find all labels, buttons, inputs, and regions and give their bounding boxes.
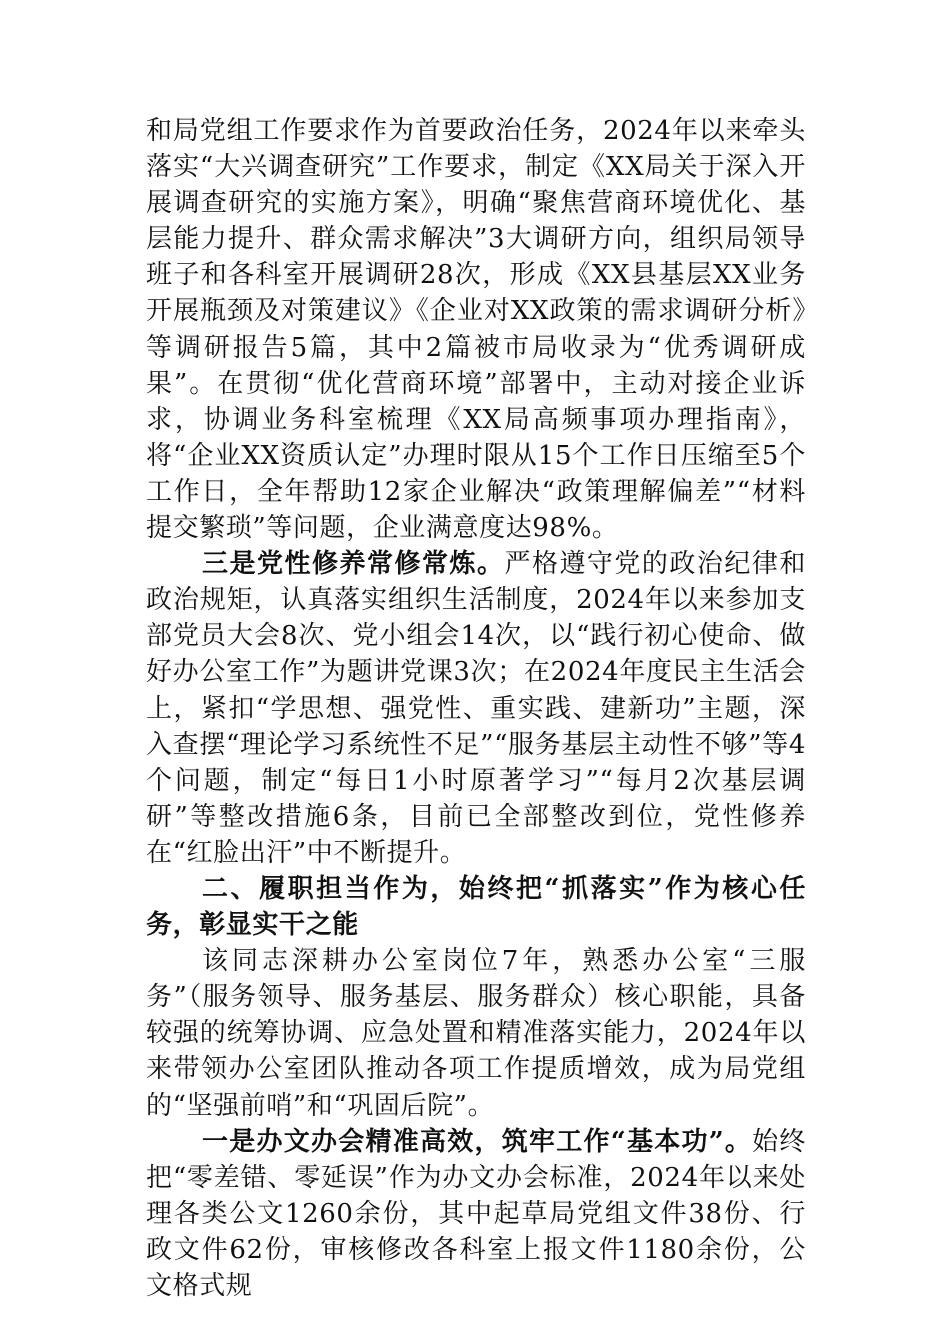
paragraph-text: 严格遵守党的政治纪律和政治规矩，认真落实组织生活制度，2024年以来参加支部党员大会8次、党小组会14次，以“践行初心使命、做好办公室工作”为题讲党课3次；在2024年度民主生活会上，紧扣“学思想、强党性、重实践、建新功”主题，深入查摆“理论学习系统性不足”“服务基层主动性不够”等4个问题，制定“每日1小时原著学习”“每月2次基层调研”等整改措施6条，目前已全部整改到位，党性修养在“红脸出汗”中不断提升。 [146,549,806,868]
paragraph-text: 该同志深耕办公室岗位7年，熟悉办公室“三服务”（服务领导、服务基层、服务群众）核心职能，具备较强的统筹协调、应急处置和精准落实能力，2024年以来带领办公室团队推动各项工作提质增效，成为局党组的“坚强前哨”和“巩固后院”。 [146,946,806,1121]
paragraph-continuation [146,113,806,546]
paragraph-lead: 一是办文办会精准高效，筑牢工作“基本功”。 [202,1126,753,1157]
paragraph-lead: 三是党性修养常修常炼。 [202,549,505,580]
paragraph-text: 和局党组工作要求作为首要政治任务，2024年以来牵头落实“大兴调查研究”工作要求，制定《XX局关于深入开展调查研究的实施方案》，明确“聚焦营商环境优化、基层能力提升、群众需求解决”3大调研方向，组织局领导班子和各科室开展调研28次，形成《XX县基层XX业务开展瓶颈及对策建议》《企业对XX政策的需求调研分析》等调研报告5篇，其中2篇被市局收录为“优秀调研成果”。在贯彻“优化营商环境”部署中，主动对接企业诉求，协调业务科室梳理《XX局高频事项办理指南》，将“企业XX资质认定”办理时限从15个工作日压缩至5个工作日，全年帮助12家企业解决“政策理解偏差”“材料提交繁琐”等问题，企业满意度达98%。 [146,116,806,544]
paragraph-party-spirit [146,546,806,871]
section-heading-text: 二、履职担当作为，始终把“抓落实”作为核心任务，彰显实干之能 [146,873,806,941]
paragraph-body [146,943,806,1123]
paragraph-text: 始终把“零差错、零延误”作为办文办会标准，2024年以来处理各类公文1260余份，其中起草局党组文件38份、行政文件62份，审核修改各科室上报文件1180余份，公文格式规 [146,1126,807,1301]
section-heading [146,871,806,943]
document-body [146,113,806,1304]
paragraph-document-handling [146,1124,806,1304]
